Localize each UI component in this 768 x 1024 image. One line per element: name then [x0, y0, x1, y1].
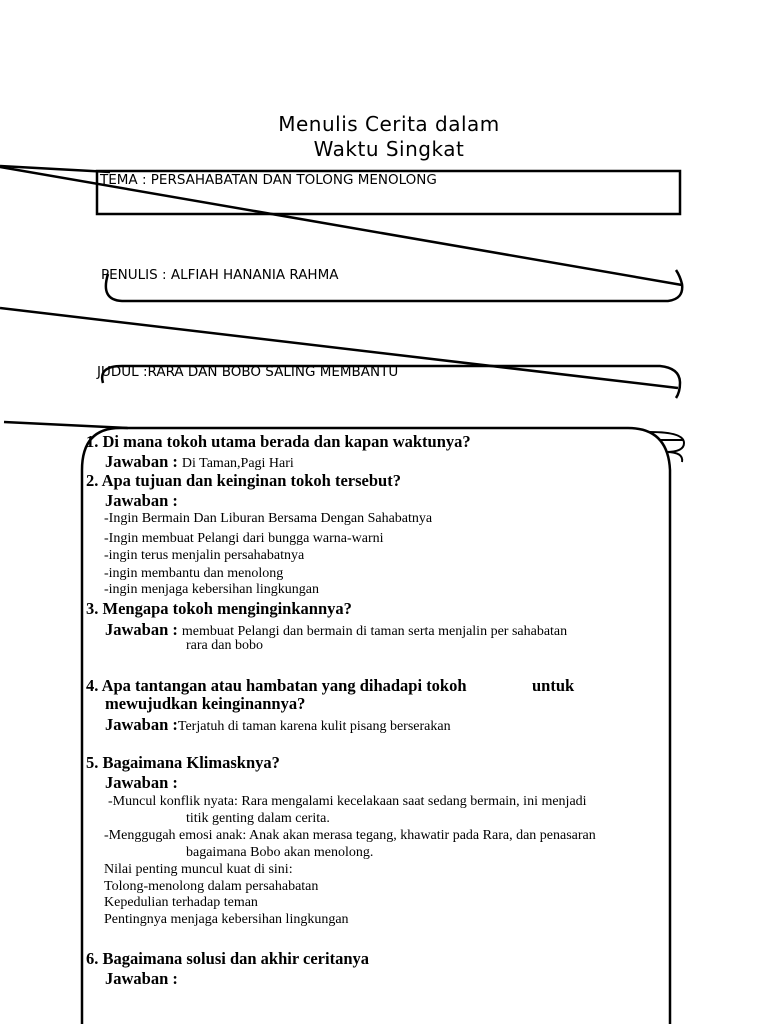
page-title-line1: Menulis Cerita dalam	[278, 112, 500, 136]
question-6: 6. Bagaimana solusi dan akhir ceritanya	[86, 949, 369, 968]
answer-label: Jawaban :	[105, 969, 178, 988]
diagonal-line-3	[4, 422, 128, 428]
answer-5-line: Nilai penting muncul kuat di sini:	[104, 862, 293, 877]
question-4-line1: 4. Apa tantangan atau hambatan yang dihadapi tokoh	[86, 676, 467, 695]
question-2: 2. Apa tujuan dan keinginan tokoh tersebut?	[86, 471, 401, 490]
judul-field: JUDUL :RARA DAN BOBO SALING MEMBANTU	[97, 364, 399, 380]
answer-text: Di Taman,Pagi Hari	[181, 456, 294, 471]
answer-text: Terjatuh di taman karena kulit pisang berserakan	[177, 719, 451, 734]
answer-3	[105, 620, 567, 640]
answer-2-item: -ingin terus menjalin persahabatnya	[104, 548, 305, 563]
answer-4	[105, 715, 451, 735]
tema-field: TEMA : PERSAHABATAN DAN TOLONG MENOLONG	[100, 172, 437, 188]
page-title-line2: Waktu Singkat	[313, 137, 465, 161]
answer-5-line: Tolong-menolong dalam persahabatan	[104, 879, 319, 894]
question-4-suffix: untuk	[532, 676, 575, 695]
answer-label: Jawaban :	[105, 715, 178, 734]
question-5: 5. Bagaimana Klimasknya?	[86, 753, 280, 772]
answer-label: Jawaban :	[105, 491, 178, 510]
answer-1	[105, 452, 294, 472]
question-4-line2: mewujudkan keinginannya?	[105, 694, 306, 713]
question-3: 3. Mengapa tokoh menginginkannya?	[86, 599, 352, 618]
answer-2-item: -Ingin membuat Pelangi dari bungga warna-warni	[104, 531, 384, 546]
answer-5-line: -Menggugah emosi anak: Anak akan merasa tegang, khawatir pada Rara, dan penasaran	[104, 828, 596, 843]
answer-label: Jawaban :	[105, 620, 178, 639]
answer-5-line: Kepedulian terhadap teman	[104, 895, 258, 910]
question-1: 1. Di mana tokoh utama berada dan kapan waktunya?	[86, 432, 471, 451]
penulis-field: PENULIS : ALFIAH HANANIA RAHMA	[101, 267, 339, 283]
answer-5-line: titik genting dalam cerita.	[186, 811, 330, 826]
answer-label: Jawaban :	[105, 773, 178, 792]
answer-3-continued: rara dan bobo	[186, 638, 263, 653]
answer-5-line: -Muncul konflik nyata: Rara mengalami kecelakaan saat sedang bermain, ini menjadi	[108, 794, 587, 809]
answer-5-line: bagaimana Bobo akan menolong.	[186, 845, 374, 860]
answer-5-line: Pentingnya menjaga kebersihan lingkungan	[104, 912, 349, 927]
answer-2-item: -Ingin Bermain Dan Liburan Bersama Dengan Sahabatnya	[104, 511, 433, 526]
answer-text: membuat Pelangi dan bermain di taman serta menjalin per sahabatan	[181, 624, 568, 639]
answer-2-item: -ingin membantu dan menolong	[104, 566, 284, 581]
answer-label: Jawaban :	[105, 452, 178, 471]
answer-2-item: -ingin menjaga kebersihan lingkungan	[104, 582, 319, 597]
